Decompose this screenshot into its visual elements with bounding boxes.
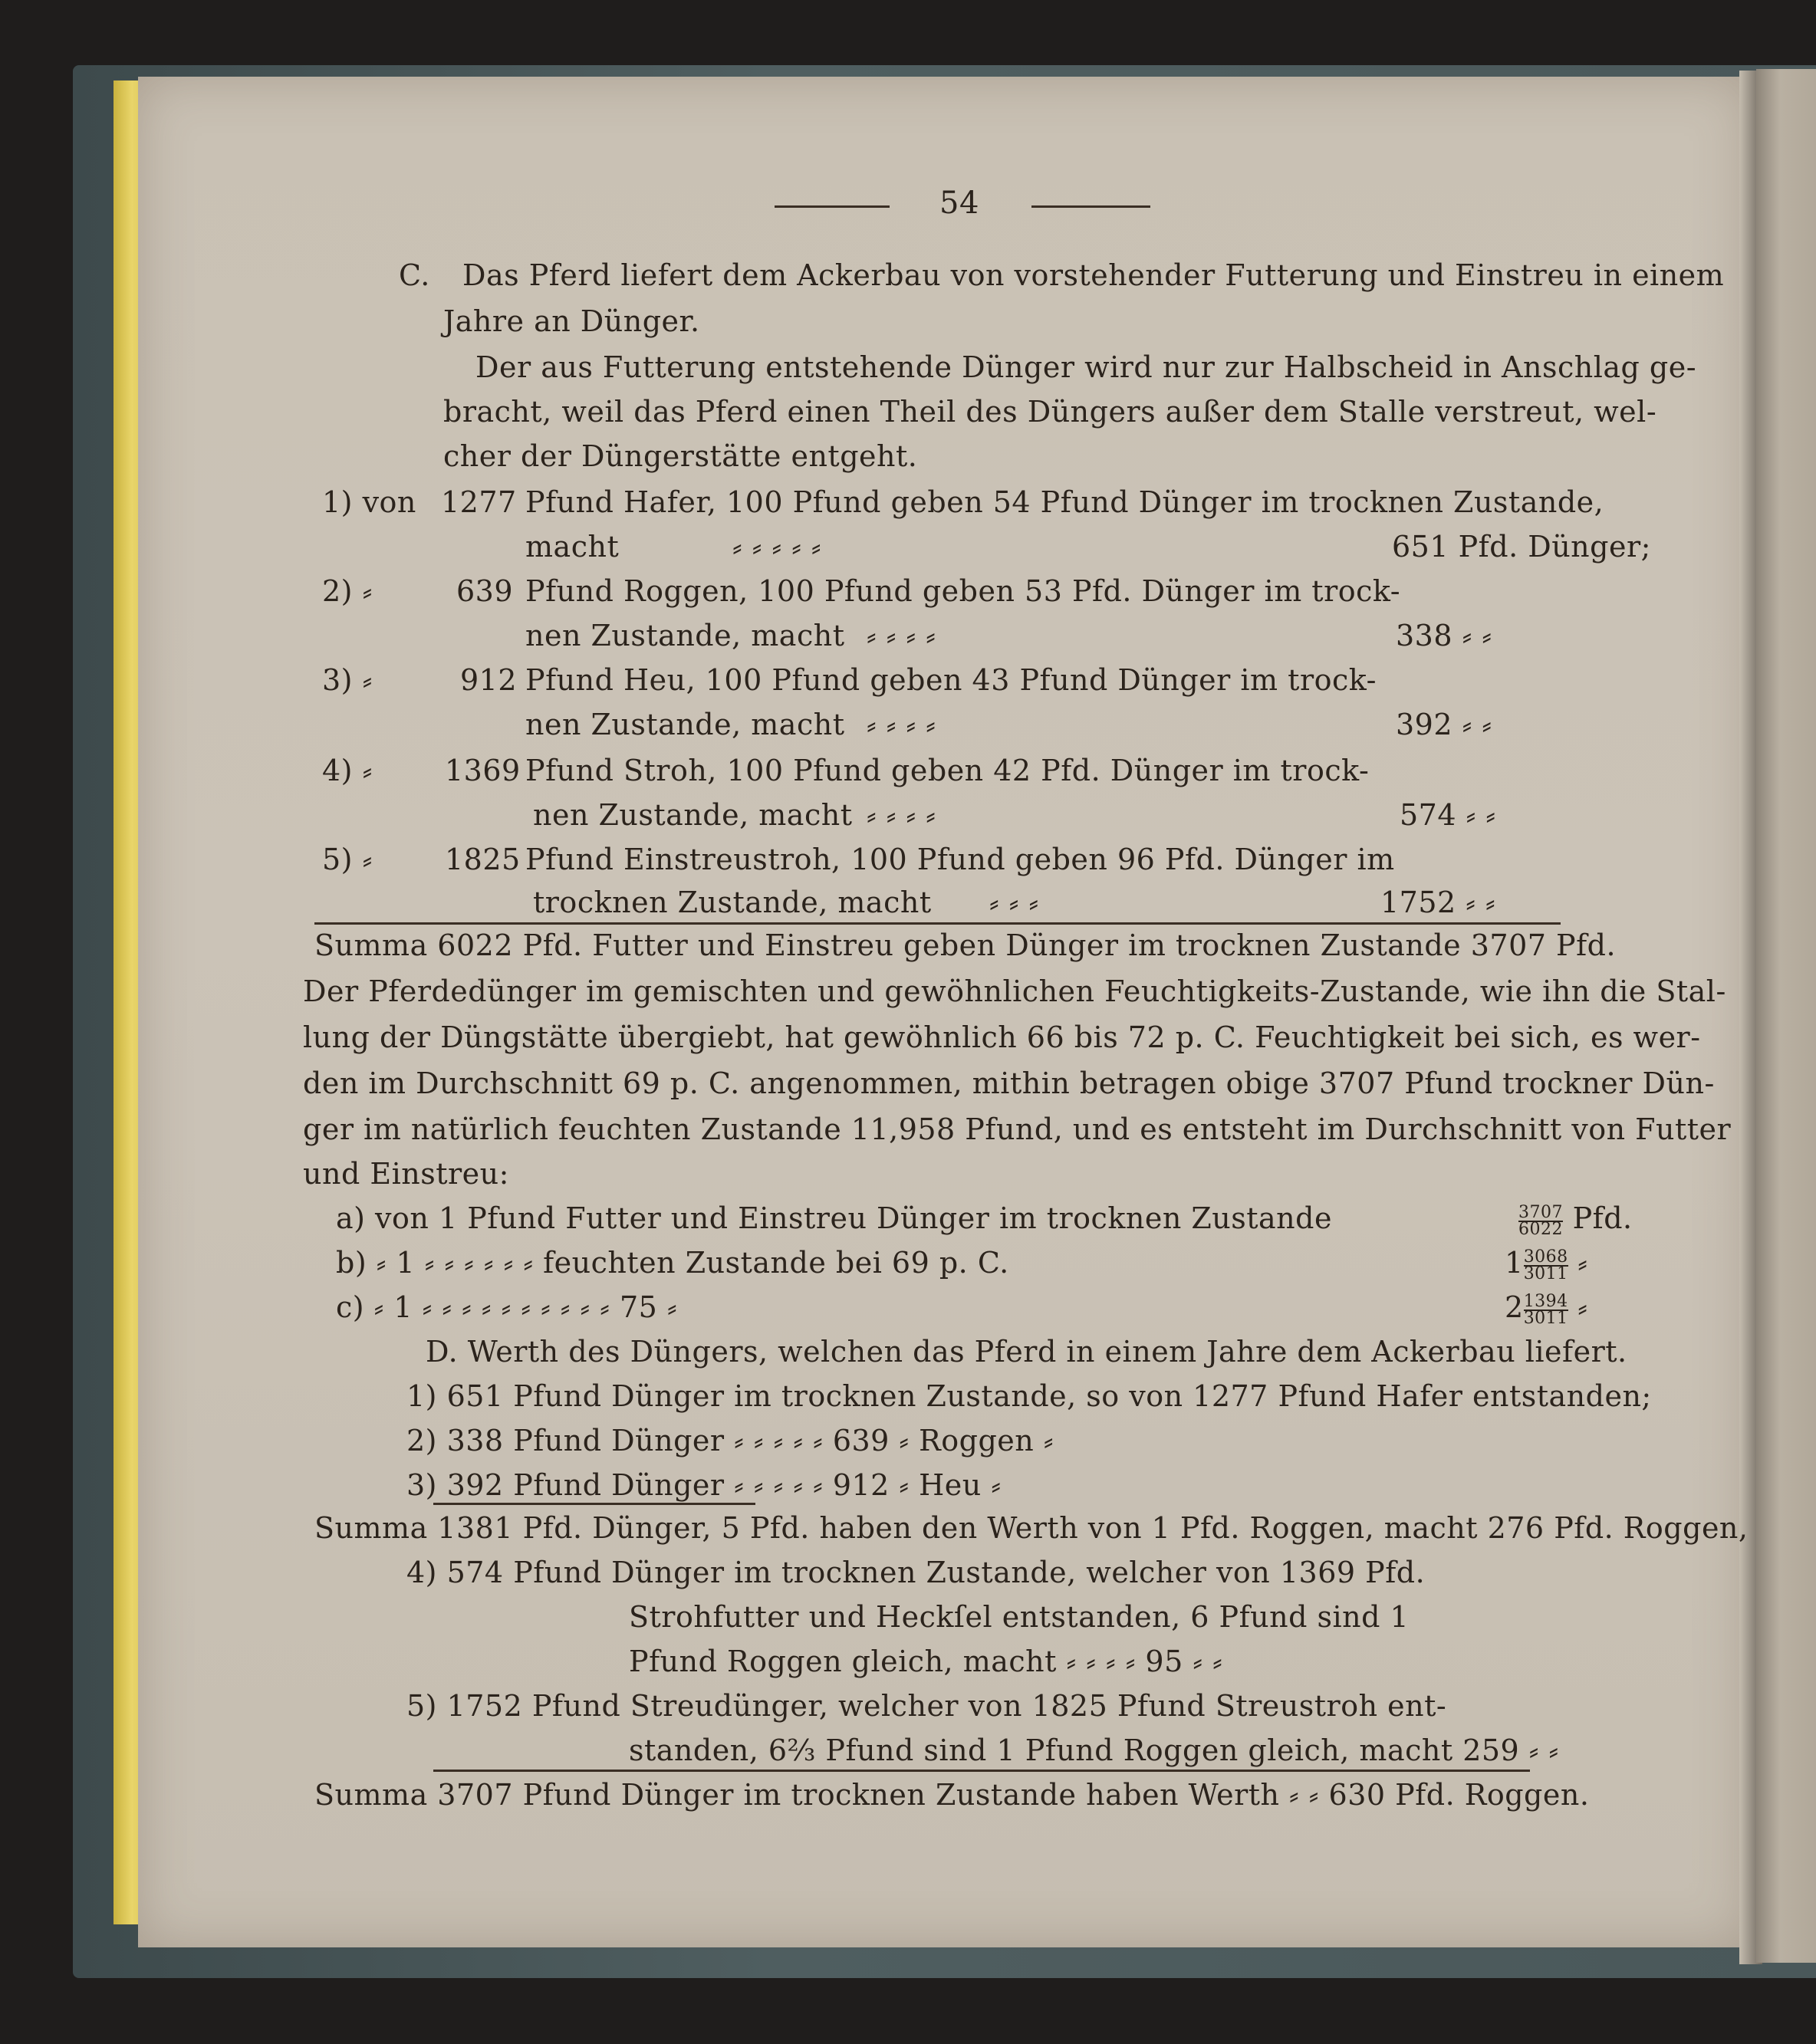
ratio-label: c) ⸗ 1 ⸗ ⸗ ⸗ ⸗ ⸗ ⸗ ⸗ ⸗ ⸗ ⸗ 75 ⸗ [336,1290,678,1324]
item-result: 651 Pfd. Dünger; [1392,530,1651,564]
item-number: 4) ⸗ [322,754,373,787]
section-d-row: 2) 338 Pfund Dünger ⸗ ⸗ ⸗ ⸗ ⸗ 639 ⸗ Roggen ⸗ [406,1424,1054,1457]
page-number: 54 [939,186,979,221]
item-text: nen Zustande, macht [525,619,845,652]
ditto-marks: ⸗ ⸗ ⸗ ⸗ [867,619,936,652]
section-d-row: 3) 392 Pfund Dünger ⸗ ⸗ ⸗ ⸗ ⸗ 912 ⸗ Heu ⸗ [406,1468,1002,1502]
paragraph-line: den im Durchschnitt 69 p. C. angenommen, mithin betragen obige 3707 Pfund trockner Dün- [303,1066,1715,1100]
paragraph-line: Der Pferdedünger im gemischten und gewöhnlichen Feuchtigkeits-Zustande, wie ihn die Stal- [303,974,1726,1008]
summa-line: Summa 3707 Pfund Dünger im trocknen Zustande haben Werth ⸗ ⸗ 630 Pfd. Roggen. [314,1778,1590,1812]
fraction-numerator: 1394 [1523,1291,1568,1311]
paragraph-line: lung der Düngstätte übergiebt, hat gewöhnlich 66 bis 72 p. C. Feuchtigkeit bei sich, es wer- [303,1020,1701,1054]
ratio-fraction [1523,1291,1568,1328]
item-quantity: 1825 [445,843,521,876]
fraction-denominator: 3011 [1523,1308,1568,1328]
item-text: Pfund Einstreustroh, 100 Pfund geben 96 Pfd. Dünger im [525,843,1395,876]
section-c-intro: Der aus Futterung entstehende Dünger wird nur zur Halbscheid in Anschlag ge- [475,350,1697,384]
section-d-row: Pfund Roggen gleich, macht ⸗ ⸗ ⸗ ⸗ 95 ⸗ ⸗ [629,1645,1223,1678]
sum-rule [314,922,1561,925]
ratio-label: b) ⸗ 1 ⸗ ⸗ ⸗ ⸗ ⸗ ⸗ feuchten Zustande bei 69 p. C. [336,1246,1009,1280]
item-text: nen Zustande, macht [525,708,845,741]
fraction-denominator: 6022 [1518,1219,1563,1239]
item-quantity: 1369 [445,754,521,787]
header-rule-right [1031,205,1150,208]
section-c-intro: bracht, weil das Pferd einen Theil des Düngers außer dem Stalle verstreut, wel- [443,395,1657,429]
item-text: macht [525,530,620,564]
item-number: 1) von [322,485,416,519]
fraction-numerator: 3707 [1518,1202,1563,1222]
item-quantity: 912 [460,663,518,697]
item-number: 2) ⸗ [322,574,373,608]
section-d-row: standen, 6⅔ Pfund sind 1 Pfund Roggen gleich, macht 259 ⸗ ⸗ [629,1733,1559,1767]
item-result: 574 ⸗ ⸗ [1400,798,1496,832]
item-number: 5) ⸗ [322,843,373,876]
item-result: 338 ⸗ ⸗ [1396,619,1492,652]
item-text: Pfund Roggen, 100 Pfund geben 53 Pfd. Dünger im trock- [525,574,1401,608]
section-d-row: 4) 574 Pfund Dünger im trocknen Zustande, welcher von 1369 Pfd. [406,1556,1426,1589]
ratio-whole: 2 [1505,1290,1524,1324]
ditto-marks: ⸗ ⸗ ⸗ ⸗ ⸗ [732,530,822,564]
section-c-heading: Das Pferd liefert dem Ackerbau von vorstehender Futterung und Einstreu in einem [462,258,1725,292]
ratio-label: a) von 1 Pfund Futter und Einstreu Dünger im trocknen Zustande [336,1201,1332,1235]
summa-line: Summa 6022 Pfd. Futter und Einstreu geben Dünger im trocknen Zustande 3707 Pfd. [314,928,1617,962]
ratio-fraction [1523,1247,1568,1283]
paragraph-line: und Einstreu: [303,1157,509,1191]
ditto-marks: ⸗ ⸗ ⸗ ⸗ [867,708,936,741]
item-text: Pfund Heu, 100 Pfund geben 43 Pfund Dünger im trock- [525,663,1377,697]
header-rule-left [775,205,890,208]
ratio-unit: Pfd. [1572,1201,1633,1235]
item-number: 3) ⸗ [322,663,373,697]
ratio-value [1518,1201,1633,1237]
section-d-row: 1) 651 Pfund Dünger im trocknen Zustande, so von 1277 Pfund Hafer entstanden; [406,1379,1652,1413]
item-text: nen Zustande, macht [533,798,853,832]
section-c-marker: C. [399,258,430,292]
section-d-row: Strohfutter und Heckſel entstanden, 6 Pfund sind 1 [629,1600,1410,1634]
section-d-row: 5) 1752 Pfund Streudünger, welcher von 1825 Pfund Streustroh ent- [406,1689,1447,1723]
ratio-fraction [1518,1202,1563,1239]
sum-rule [433,1770,1530,1772]
section-c-heading-cont: Jahre an Dünger. [443,304,700,338]
sum-rule [433,1503,755,1505]
section-c-intro: cher der Düngerstätte entgeht. [443,439,918,473]
item-text: Pfund Hafer, 100 Pfund geben 54 Pfund Dünger im trocknen Zustande, [525,485,1604,519]
ditto-marks: ⸗ ⸗ ⸗ [989,886,1039,919]
item-text: trocknen Zustande, macht [533,886,932,919]
item-result: 392 ⸗ ⸗ [1396,708,1492,741]
fraction-numerator: 3068 [1523,1247,1568,1267]
ratio-unit: ⸗ [1577,1246,1588,1280]
ratio-whole: 1 [1505,1246,1524,1280]
facing-page-edge [1756,69,1816,1963]
item-quantity: 1277 [441,485,517,519]
fraction-denominator: 3011 [1523,1264,1568,1283]
item-text: Pfund Stroh, 100 Pfund geben 42 Pfd. Dünger im trock- [525,754,1370,787]
ratio-unit: ⸗ [1577,1290,1588,1324]
ratio-value [1505,1245,1587,1282]
section-d-heading: D. Werth des Düngers, welchen das Pferd in einem Jahre dem Ackerbau liefert. [426,1335,1627,1369]
ratio-value [1505,1290,1587,1326]
item-quantity: 639 [456,574,514,608]
paragraph-line: ger im natürlich feuchten Zustande 11,958 Pfund, und es entsteht im Durchschnitt von Futter [303,1112,1732,1146]
ditto-marks: ⸗ ⸗ ⸗ ⸗ [867,798,936,832]
summa-line: Summa 1381 Pfd. Dünger, 5 Pfd. haben den Werth von 1 Pfd. Roggen, macht 276 Pfd. Roggen, [314,1511,1749,1545]
item-result: 1752 ⸗ ⸗ [1380,886,1496,919]
